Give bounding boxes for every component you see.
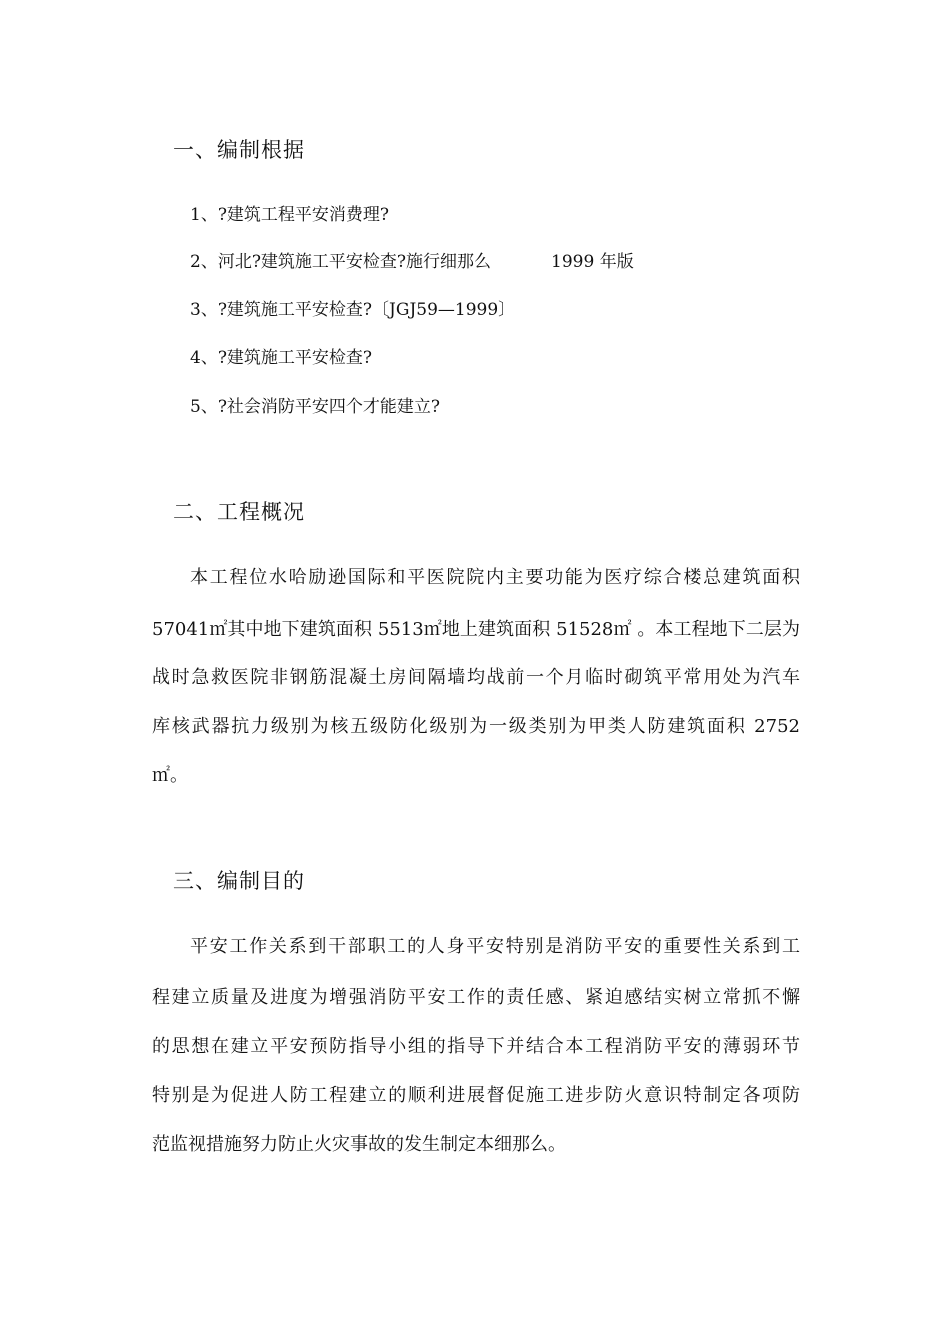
basis-item-5-text: 5、?社会消防平安四个才能建立? bbox=[190, 397, 441, 417]
basis-item-2-text: 2、河北?建筑施工平安检查?施行细那么 bbox=[190, 252, 492, 272]
basis-item-4-text: 4、?建筑施工平安检查? bbox=[190, 348, 373, 368]
basis-item-1 bbox=[190, 203, 389, 227]
overview-line-4: 库核武器抗力级别为核五级防化级别为一级类别为甲类人防建筑面积 2752 bbox=[152, 716, 800, 737]
section-heading-basis: 一、编制根据 bbox=[173, 138, 305, 162]
section-heading-overview: 二、工程概况 bbox=[173, 500, 305, 524]
overview-line-5: ㎡。 bbox=[152, 765, 188, 786]
basis-item-5 bbox=[190, 395, 440, 419]
purpose-line-1: 平安工作关系到干部职工的人身平安特别是消防平安的重要性关系到工 bbox=[190, 936, 800, 957]
basis-item-2-edition: 1999 年版 bbox=[551, 252, 634, 272]
purpose-line-2: 程建立质量及进度为增强消防平安工作的责任感、紧迫感结实树立常抓不懈 bbox=[152, 987, 800, 1008]
purpose-line-3: 的思想在建立平安预防指导小组的指导下并结合本工程消防平安的薄弱环节 bbox=[152, 1036, 800, 1057]
basis-item-1-text: 1、?建筑工程平安消费理? bbox=[190, 205, 390, 225]
basis-item-3 bbox=[190, 298, 515, 322]
overview-line-1: 本工程位水哈励逊国际和平医院院内主要功能为医疗综合楼总建筑面积 bbox=[190, 567, 800, 588]
basis-item-2 bbox=[190, 250, 634, 274]
overview-line-3: 战时急救医院非钢筋混凝土房间隔墙均战前一个月临时砌筑平常用处为汽车 bbox=[152, 667, 800, 688]
section-heading-purpose: 三、编制目的 bbox=[173, 869, 305, 893]
overview-line-2: 57041㎡其中地下建筑面积 5513㎡地上建筑面积 51528㎡ 。本工程地下二层为 bbox=[152, 619, 800, 640]
purpose-line-5: 范监视措施努力防止火灾事故的发生制定本细那么。 bbox=[152, 1134, 566, 1155]
basis-item-4 bbox=[190, 346, 372, 370]
basis-item-3-text: 3、?建筑施工平安检查?〔JGJ59—1999〕 bbox=[190, 300, 516, 320]
purpose-line-4: 特别是为促进人防工程建立的顺利进展督促施工进步防火意识特制定各项防 bbox=[152, 1085, 800, 1106]
